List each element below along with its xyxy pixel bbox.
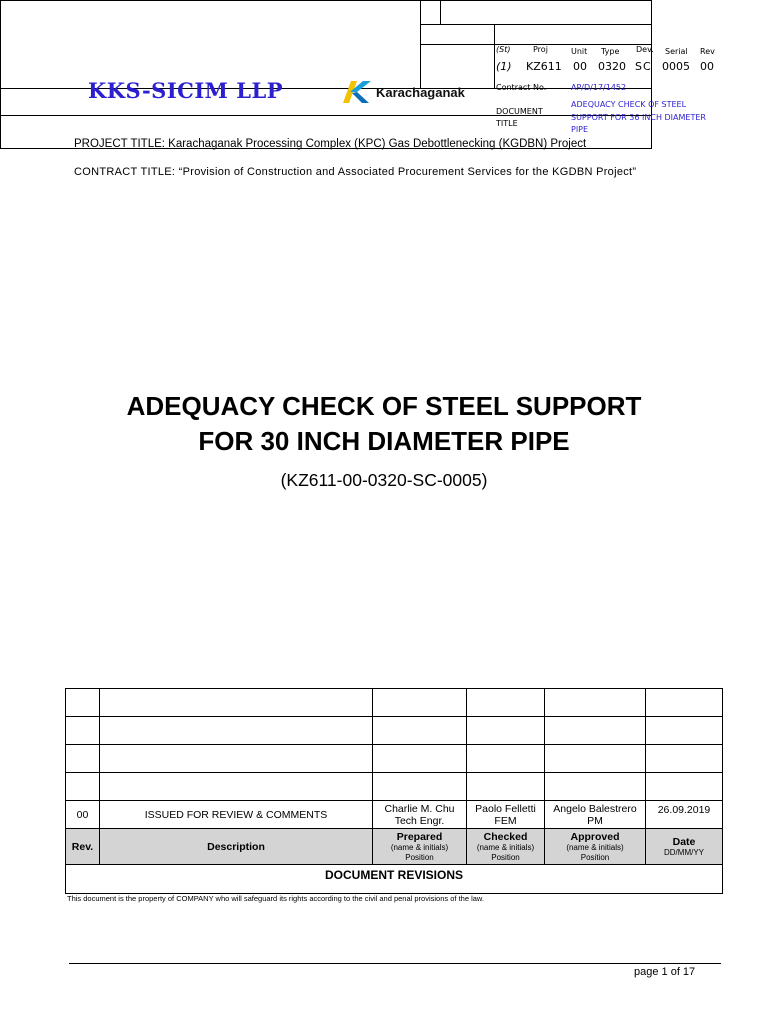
checked-cell xyxy=(467,801,545,829)
prepared-header xyxy=(373,829,467,865)
table-row xyxy=(66,801,723,829)
table-header-row xyxy=(66,829,723,865)
document-main-title-line-1: ADEQUACY CHECK OF STEEL SUPPORT xyxy=(126,391,642,421)
approved-header xyxy=(545,829,646,865)
document-main-title-line-2: FOR 30 INCH DIAMETER PIPE xyxy=(198,426,570,456)
code-value-rev: 00 xyxy=(700,60,714,73)
company-logo: KKS-SICIM LLP xyxy=(88,78,284,103)
prepared-name: Charlie M. Chu xyxy=(384,802,455,815)
karachaganak-logo xyxy=(341,80,375,109)
document-title-value-3: PIPE xyxy=(571,125,589,134)
revisions-table xyxy=(65,688,723,894)
document-title-label-2: TITLE xyxy=(496,119,518,128)
code-value-type: 0320 xyxy=(598,60,626,73)
page-number: page 1 of 17 xyxy=(634,966,696,978)
checked-position: FEM xyxy=(494,814,517,827)
code-label-st: (St) xyxy=(496,45,511,54)
prepared-position: Tech Engr. xyxy=(394,814,445,827)
checked-header-sub: (name & initials) xyxy=(476,842,535,852)
approved-position: PM xyxy=(587,814,603,827)
contract-no-label: Contract No. xyxy=(496,83,547,92)
contract-no-value: AP/D/17/1452 xyxy=(571,83,627,92)
divider xyxy=(0,115,652,116)
divider xyxy=(440,0,441,24)
document-header-block xyxy=(0,0,652,149)
code-value-dev: SC xyxy=(635,60,652,73)
prepared-header-sub: (name & initials) xyxy=(390,842,449,852)
code-value-serial: 0005 xyxy=(662,60,690,73)
document-title-value-1: ADEQUACY CHECK OF STEEL xyxy=(571,100,687,109)
approved-header-label: Approved xyxy=(570,830,620,843)
table-row xyxy=(66,689,723,717)
divider xyxy=(420,24,652,25)
code-label-type: Type xyxy=(601,47,620,56)
footer-divider xyxy=(69,963,721,964)
date-cell: 26.09.2019 xyxy=(646,801,723,829)
table-row xyxy=(66,717,723,745)
date-header-label: Date xyxy=(672,835,696,848)
code-label-serial: Serial xyxy=(665,47,688,56)
prepared-cell xyxy=(373,801,467,829)
code-label-rev: Rev xyxy=(700,47,715,56)
approved-name: Angelo Balestrero xyxy=(553,802,637,815)
checked-header xyxy=(467,829,545,865)
checked-name: Paolo Felletti xyxy=(475,802,536,815)
rev-header: Rev. xyxy=(66,829,100,865)
rev-cell: 00 xyxy=(66,801,100,829)
date-header xyxy=(646,829,723,865)
document-title-label-1: DOCUMENT xyxy=(496,107,543,116)
karachaganak-logo-icon xyxy=(341,80,375,104)
divider xyxy=(494,24,495,88)
table-caption-row xyxy=(66,865,723,894)
date-format-label: DD/MM/YY xyxy=(664,847,704,857)
code-label-proj: Proj xyxy=(533,45,548,54)
checked-header-label: Checked xyxy=(483,830,528,843)
prepared-header-sub2: Position xyxy=(405,852,434,862)
description-cell: ISSUED FOR REVIEW & COMMENTS xyxy=(100,801,373,829)
code-label-unit: Unit xyxy=(571,47,588,56)
document-title-value-2: SUPPORT FOR 36 INCH DIAMETER xyxy=(571,113,706,122)
property-notice: This document is the property of COMPANY who will safeguard its rights according to the civil and penal provisions of the law. xyxy=(67,894,485,903)
table-row xyxy=(66,773,723,801)
checked-header-sub2: Position xyxy=(491,852,520,862)
karachaganak-logo-text: Karachaganak xyxy=(376,85,465,100)
description-header: Description xyxy=(100,829,373,865)
contract-title: CONTRACT TITLE: “Provision of Construction and Associated Procurement Services for the KGDBN Project” xyxy=(74,166,637,178)
code-value-st: (1) xyxy=(496,60,512,73)
approved-header-sub: (name & initials) xyxy=(566,842,624,852)
prepared-header-label: Prepared xyxy=(396,830,443,843)
document-revisions-caption: DOCUMENT REVISIONS xyxy=(66,865,723,894)
table-row xyxy=(66,745,723,773)
code-value-unit: 00 xyxy=(573,60,587,73)
approved-header-sub2: Position xyxy=(580,852,610,862)
approved-cell xyxy=(545,801,646,829)
document-code: (KZ611-00-0320-SC-0005) xyxy=(280,470,488,490)
code-value-proj: KZ611 xyxy=(526,60,562,73)
project-title: PROJECT TITLE: Karachaganak Processing Complex (KPC) Gas Debottlenecking (KGDBN) Project xyxy=(74,138,587,150)
code-label-dev: Dev. xyxy=(636,45,654,54)
